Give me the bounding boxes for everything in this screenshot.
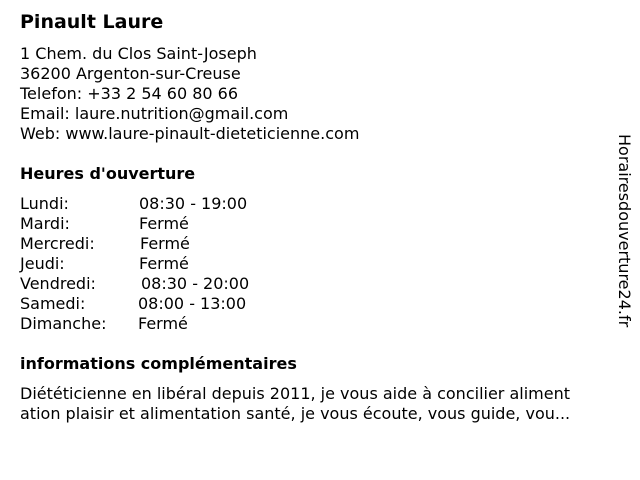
time-value: 08:00 - 13:00 xyxy=(138,294,247,313)
contact-block xyxy=(20,44,359,144)
day-label: Mercredi: xyxy=(20,234,95,253)
hours-heading: Heures d'ouverture xyxy=(20,164,196,183)
info-line-1: Diététicienne en libéral depuis 2011, je vous aide à concilier aliment xyxy=(20,384,570,403)
watermark xyxy=(614,134,634,344)
web-line: Web: www.laure-pinault-dieteticienne.com xyxy=(20,124,360,143)
time-value: Fermé xyxy=(138,314,188,333)
info-line-2: ation plaisir et alimentation santé, je vous écoute, vous guide, vou... xyxy=(20,404,571,423)
time-value: Fermé xyxy=(140,234,190,253)
time-value: 08:30 - 20:00 xyxy=(141,274,250,293)
time-value: Fermé xyxy=(139,254,189,273)
info-description xyxy=(20,384,620,424)
day-label: Lundi: xyxy=(20,194,69,213)
day-label: Dimanche: xyxy=(20,314,107,333)
day-label: Samedi: xyxy=(20,294,86,313)
address-line-2: 36200 Argenton-sur-Creuse xyxy=(20,64,241,83)
phone-line: Telefon: +33 2 54 60 80 66 xyxy=(20,84,239,103)
time-value: Fermé xyxy=(139,214,189,233)
address-line-1: 1 Chem. du Clos Saint-Joseph xyxy=(20,44,257,63)
business-name: Pinault Laure xyxy=(20,11,164,33)
day-label: Vendredi: xyxy=(20,274,96,293)
watermark-text: Horairesdouverture24.fr xyxy=(615,134,634,328)
email-line: Email: laure.nutrition@gmail.com xyxy=(20,104,289,123)
day-label: Mardi: xyxy=(20,214,70,233)
day-label: Jeudi: xyxy=(20,254,65,273)
info-heading: informations complémentaires xyxy=(20,354,297,373)
time-value: 08:30 - 19:00 xyxy=(139,194,248,213)
